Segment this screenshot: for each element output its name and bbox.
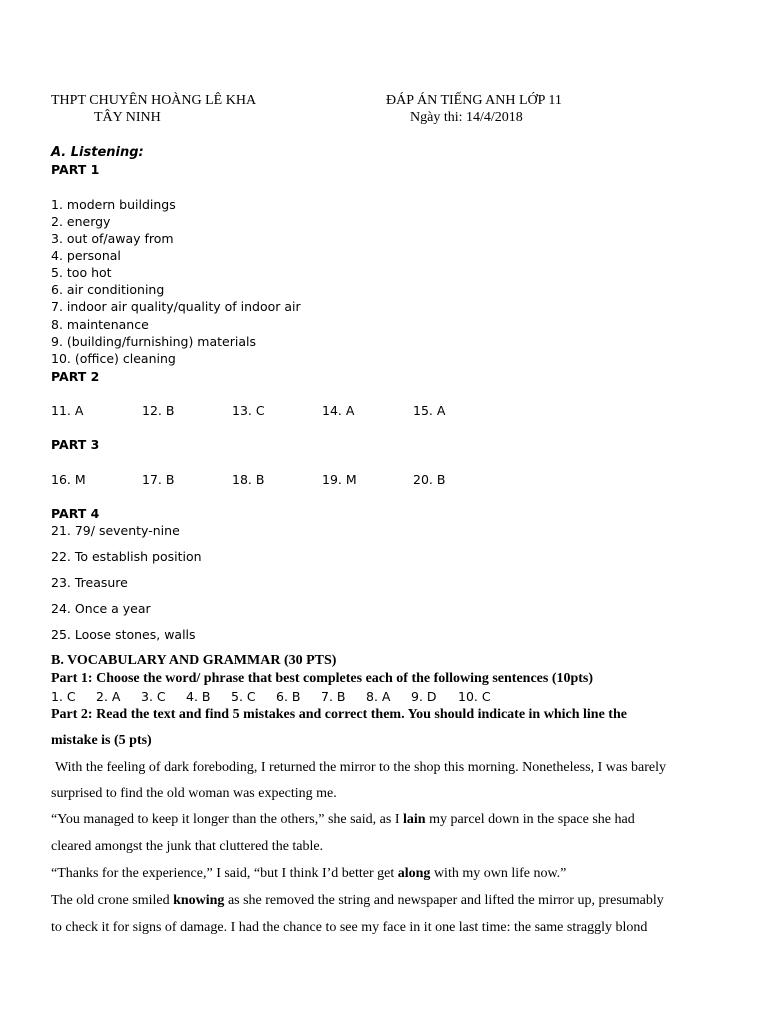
vocab-part1-answer: 4. B	[186, 689, 211, 704]
part4-heading: PART 4	[51, 506, 100, 521]
passage-line-7: to check it for signs of damage. I had the chance to see my face in it one last time: the same straggly blond	[51, 920, 648, 935]
passage-line-1: With the feeling of dark foreboding, I returned the mirror to the shop this morning. Nonetheless, I was barely	[55, 760, 666, 775]
part3-answer: 19. M	[322, 472, 357, 487]
vocab-part1-answer: 5. C	[231, 689, 256, 704]
passage-line-4: cleared amongst the junk that cluttered the table.	[51, 839, 324, 854]
vocab-part1-answer: 7. B	[321, 689, 346, 704]
vocab-part1-answer: 10. C	[458, 689, 491, 704]
part1-item-9: 9. (building/furnishing) materials	[51, 334, 256, 349]
passage-line-5: “Thanks for the experience,” I said, “but I think I’d better get along with my own life now.”	[51, 866, 567, 881]
part1-item-1: 1. modern buildings	[51, 197, 176, 212]
section-b-heading: B. VOCABULARY AND GRAMMAR (30 PTS)	[51, 653, 337, 668]
part4-item-23: 23. Treasure	[51, 575, 128, 590]
part1-item-8: 8. maintenance	[51, 317, 149, 332]
part4-item-21: 21. 79/ seventy-nine	[51, 523, 180, 538]
part1-heading: PART 1	[51, 162, 100, 177]
part1-item-2: 2. energy	[51, 214, 111, 229]
passage-line-2: surprised to find the old woman was expecting me.	[51, 786, 337, 801]
part1-item-10: 10. (office) cleaning	[51, 351, 176, 366]
part4-item-25: 25. Loose stones, walls	[51, 627, 196, 642]
part1-item-4: 4. personal	[51, 248, 121, 263]
part4-item-24: 24. Once a year	[51, 601, 151, 616]
vocab-part2-heading-line2: mistake is (5 pts)	[51, 733, 152, 748]
part2-answer: 11. A	[51, 403, 84, 418]
vocab-part1-answer: 3. C	[141, 689, 166, 704]
part2-answer: 14. A	[322, 403, 355, 418]
part3-heading: PART 3	[51, 437, 100, 452]
mistake-word: along	[397, 866, 431, 881]
part2-heading: PART 2	[51, 369, 100, 384]
vocab-part2-heading-line1: Part 2: Read the text and find 5 mistakes and correct them. You should indicate in which line the	[51, 707, 627, 722]
part1-item-3: 3. out of/away from	[51, 231, 174, 246]
part2-answer: 12. B	[142, 403, 175, 418]
part1-item-5: 5. too hot	[51, 265, 112, 280]
part2-answer: 13. C	[232, 403, 265, 418]
vocab-part1-answer: 2. A	[96, 689, 121, 704]
school-location: TÂY NINH	[94, 110, 161, 125]
passage-line-6: The old crone smiled knowing as she removed the string and newspaper and lifted the mirror up, presumably	[51, 893, 664, 908]
part3-answer: 17. B	[142, 472, 175, 487]
part3-answer: 18. B	[232, 472, 265, 487]
part3-answer: 16. M	[51, 472, 86, 487]
passage-line-3: “You managed to keep it longer than the others,” she said, as I lain my parcel down in the space she had	[51, 812, 635, 827]
vocab-part1-answer: 9. D	[411, 689, 437, 704]
mistake-word: lain	[403, 812, 426, 827]
document-title: ĐÁP ÁN TIẾNG ANH LỚP 11	[386, 93, 562, 108]
mistake-word: knowing	[173, 893, 225, 908]
vocab-part1-heading: Part 1: Choose the word/ phrase that best completes each of the following sentences (10pts)	[51, 671, 594, 686]
part1-item-6: 6. air conditioning	[51, 282, 165, 297]
vocab-part1-answer: 1. C	[51, 689, 76, 704]
exam-date: Ngày thi: 14/4/2018	[410, 110, 523, 125]
part3-answer: 20. B	[413, 472, 446, 487]
section-a-heading: A. Listening:	[51, 145, 144, 160]
part1-item-7: 7. indoor air quality/quality of indoor air	[51, 299, 301, 314]
part4-item-22: 22. To establish position	[51, 549, 202, 564]
part2-answer: 15. A	[413, 403, 446, 418]
vocab-part1-answer: 6. B	[276, 689, 301, 704]
vocab-part1-answer: 8. A	[366, 689, 391, 704]
school-name: THPT CHUYÊN HOÀNG LÊ KHA	[51, 93, 257, 108]
